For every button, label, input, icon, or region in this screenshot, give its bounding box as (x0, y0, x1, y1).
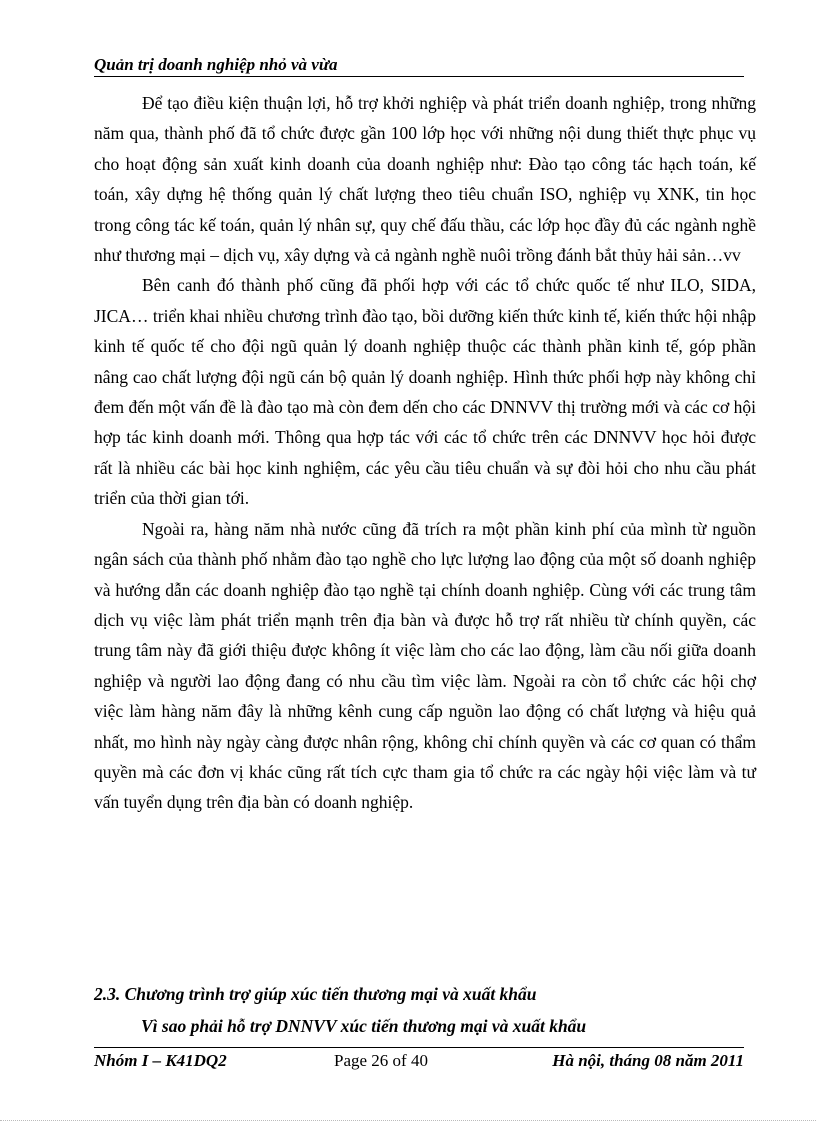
footer-page-number: Page 26 of 40 (334, 1051, 428, 1070)
header-title: Quản trị doanh nghiệp nhỏ và vừa (94, 55, 338, 74)
paragraph-2: Bên canh đó thành phố cũng đã phối hợp với các tổ chức quốc tế như ILO, SIDA, JICA… triển khai nhiều chương trình đào tạo, bồi dưỡng kiến thức kinh tế, kiến thức hội nhập kinh tế quốc tế cho đội ngũ quản lý doanh nghiệp thuộc các thành phần kinh tế, góp phần nâng cao chất lượng đội ngũ cán bộ quản lý doanh nghiệp. Hình thức phối hợp này không chỉ đem đến một vấn đề là đào tạo mà còn đem dến cho các DNNVV thị trường mới và các cơ hội hợp tác kinh doanh mới. Thông qua hợp tác với các tổ chức trên các DNNVV học hỏi được rất là nhiều các bài học kinh nghiệm, các yêu cầu tiêu chuẩn và sự đòi hỏi cho nhu cầu phát triển của thời gian tới. (94, 275, 756, 509)
document-body (94, 88, 756, 818)
section-subheading: Vì sao phải hỗ trợ DNNVV xúc tiến thương mại và xuất khẩu (141, 1016, 587, 1036)
footer-date: Hà nội, tháng 08 năm 2011 (552, 1051, 744, 1070)
page-footer (94, 1047, 744, 1074)
paragraph-1: Để tạo điều kiện thuận lợi, hỗ trợ khởi nghiệp và phát triển doanh nghiệp, trong những năm qua, thành phố đã tổ chức được gần 100 lớp học với những nội dung thiết thực phục vụ cho hoạt động sản xuất kinh doanh của doanh nghiệp như: Đào tạo công tác hạch toán, kế toán, xây dựng hệ thống quản lý chất lượng theo tiêu chuẩn ISO, nghiệp vụ XNK, tin học trong công tác kế toán, quản lý nhân sự, quy chế đấu thầu, các lớp học đầy đủ các ngành nghề như thương mại – dịch vụ, xây dựng và cả ngành nghề nuôi trồng đánh bắt thủy hải sản…vv (94, 93, 756, 266)
page-header (94, 54, 744, 77)
footer-group: Nhóm I – K41DQ2 (94, 1051, 227, 1070)
section-heading: 2.3. Chương trình trợ giúp xúc tiến thương mại và xuất khẩu (94, 984, 537, 1004)
paragraph-3: Ngoài ra, hàng năm nhà nước cũng đã trích ra một phần kinh phí của mình từ nguồn ngân sách của thành phố nhằm đào tạo nghề cho lực lượng lao động của một số doanh nghiệp và hướng dẫn các doanh nghiệp đào tạo nghề tại chính doanh nghiệp. Cùng với các trung tâm dịch vụ việc làm phát triển mạnh trên địa bàn và được hỗ trợ rất nhiều từ chính quyền, các trung tâm này đã giới thiệu được không ít việc làm cho các lao động, làm cầu nối giữa doanh nghiệp và người lao động đang có nhu cầu tìm việc làm. Ngoài ra còn tổ chức các hội chợ việc làm hàng năm đây là những kênh cung cấp nguồn lao động có chất lượng và hiệu quả nhất, mo hình này ngày càng được nhân rộng, không chỉ chính quyền và các cơ quan có thẩm quyền mà các đơn vị khác cũng rất tích cực tham gia tổ chức ra các ngày hội việc làm và tư vấn tuyển dụng trên địa bàn có doanh nghiệp. (94, 518, 756, 813)
page-edge-divider (0, 1120, 816, 1121)
